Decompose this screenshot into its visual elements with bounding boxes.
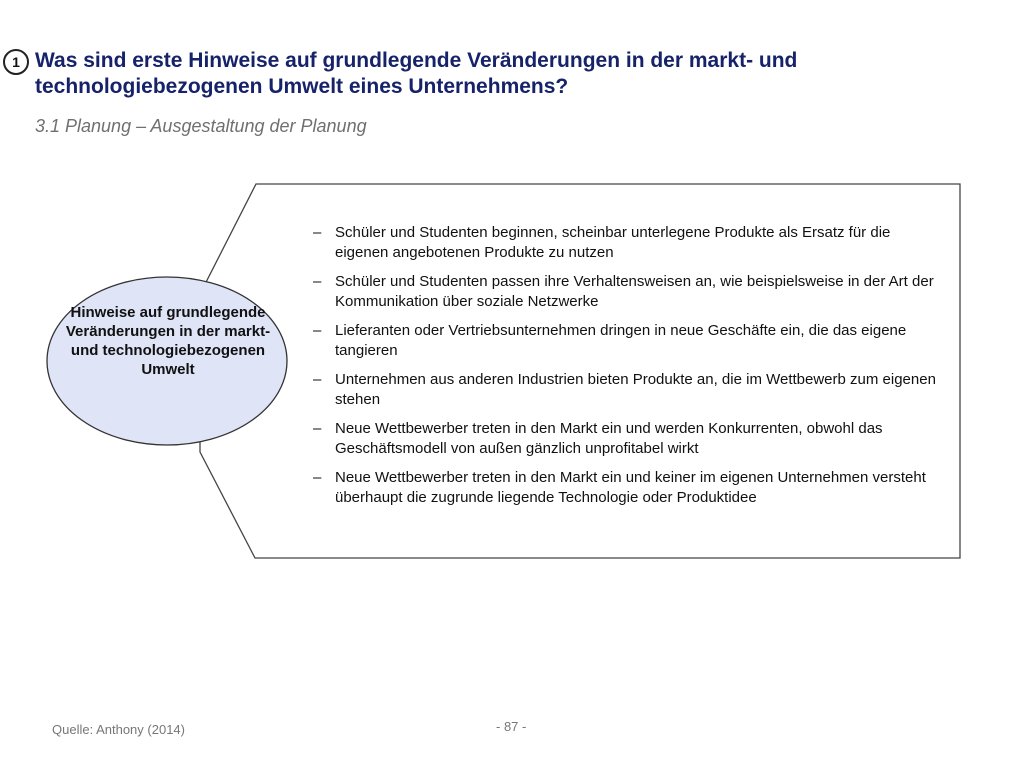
source-citation: Quelle: Anthony (2014) [52, 722, 185, 737]
list-item: – Unternehmen aus anderen Industrien bieten Produkte an, die im Wettbewerb zum eigenen stehen [313, 370, 938, 410]
slide-title: Was sind erste Hinweise auf grundlegende Veränderungen in der markt- und technologiebezogenen Umwelt eines Unternehmens? [35, 49, 798, 98]
indicator-list [313, 223, 938, 517]
list-item: – Neue Wettbewerber treten in den Markt ein und werden Konkurrenten, obwohl das Geschäftsmodell von außen gänzlich unprofitabel wirkt [313, 419, 938, 459]
list-item: – Schüler und Studenten beginnen, scheinbar unterlegene Produkte als Ersatz für die eigenen angebotenen Produkte zu nutzen [313, 223, 938, 263]
page-number: - 87 - [496, 719, 527, 734]
section-number: 1 [12, 54, 20, 70]
ellipse-label: Hinweise auf grundlegende Veränderungen in der markt- und technologiebezogenen Umwelt [65, 304, 271, 378]
slide-subtitle: 3.1 Planung – Ausgestaltung der Planung [35, 116, 367, 136]
list-item: – Lieferanten oder Vertriebsunternehmen dringen in neue Geschäfte ein, die das eigene tangieren [313, 321, 938, 361]
list-item: – Neue Wettbewerber treten in den Markt ein und keiner im eigenen Unternehmen versteht überhaupt die zugrunde liegende Technologie oder Produktidee [313, 468, 938, 508]
list-item: – Schüler und Studenten passen ihre Verhaltensweisen an, wie beispielsweise in der Art der Kommunikation über soziale Netzwerke [313, 272, 938, 312]
